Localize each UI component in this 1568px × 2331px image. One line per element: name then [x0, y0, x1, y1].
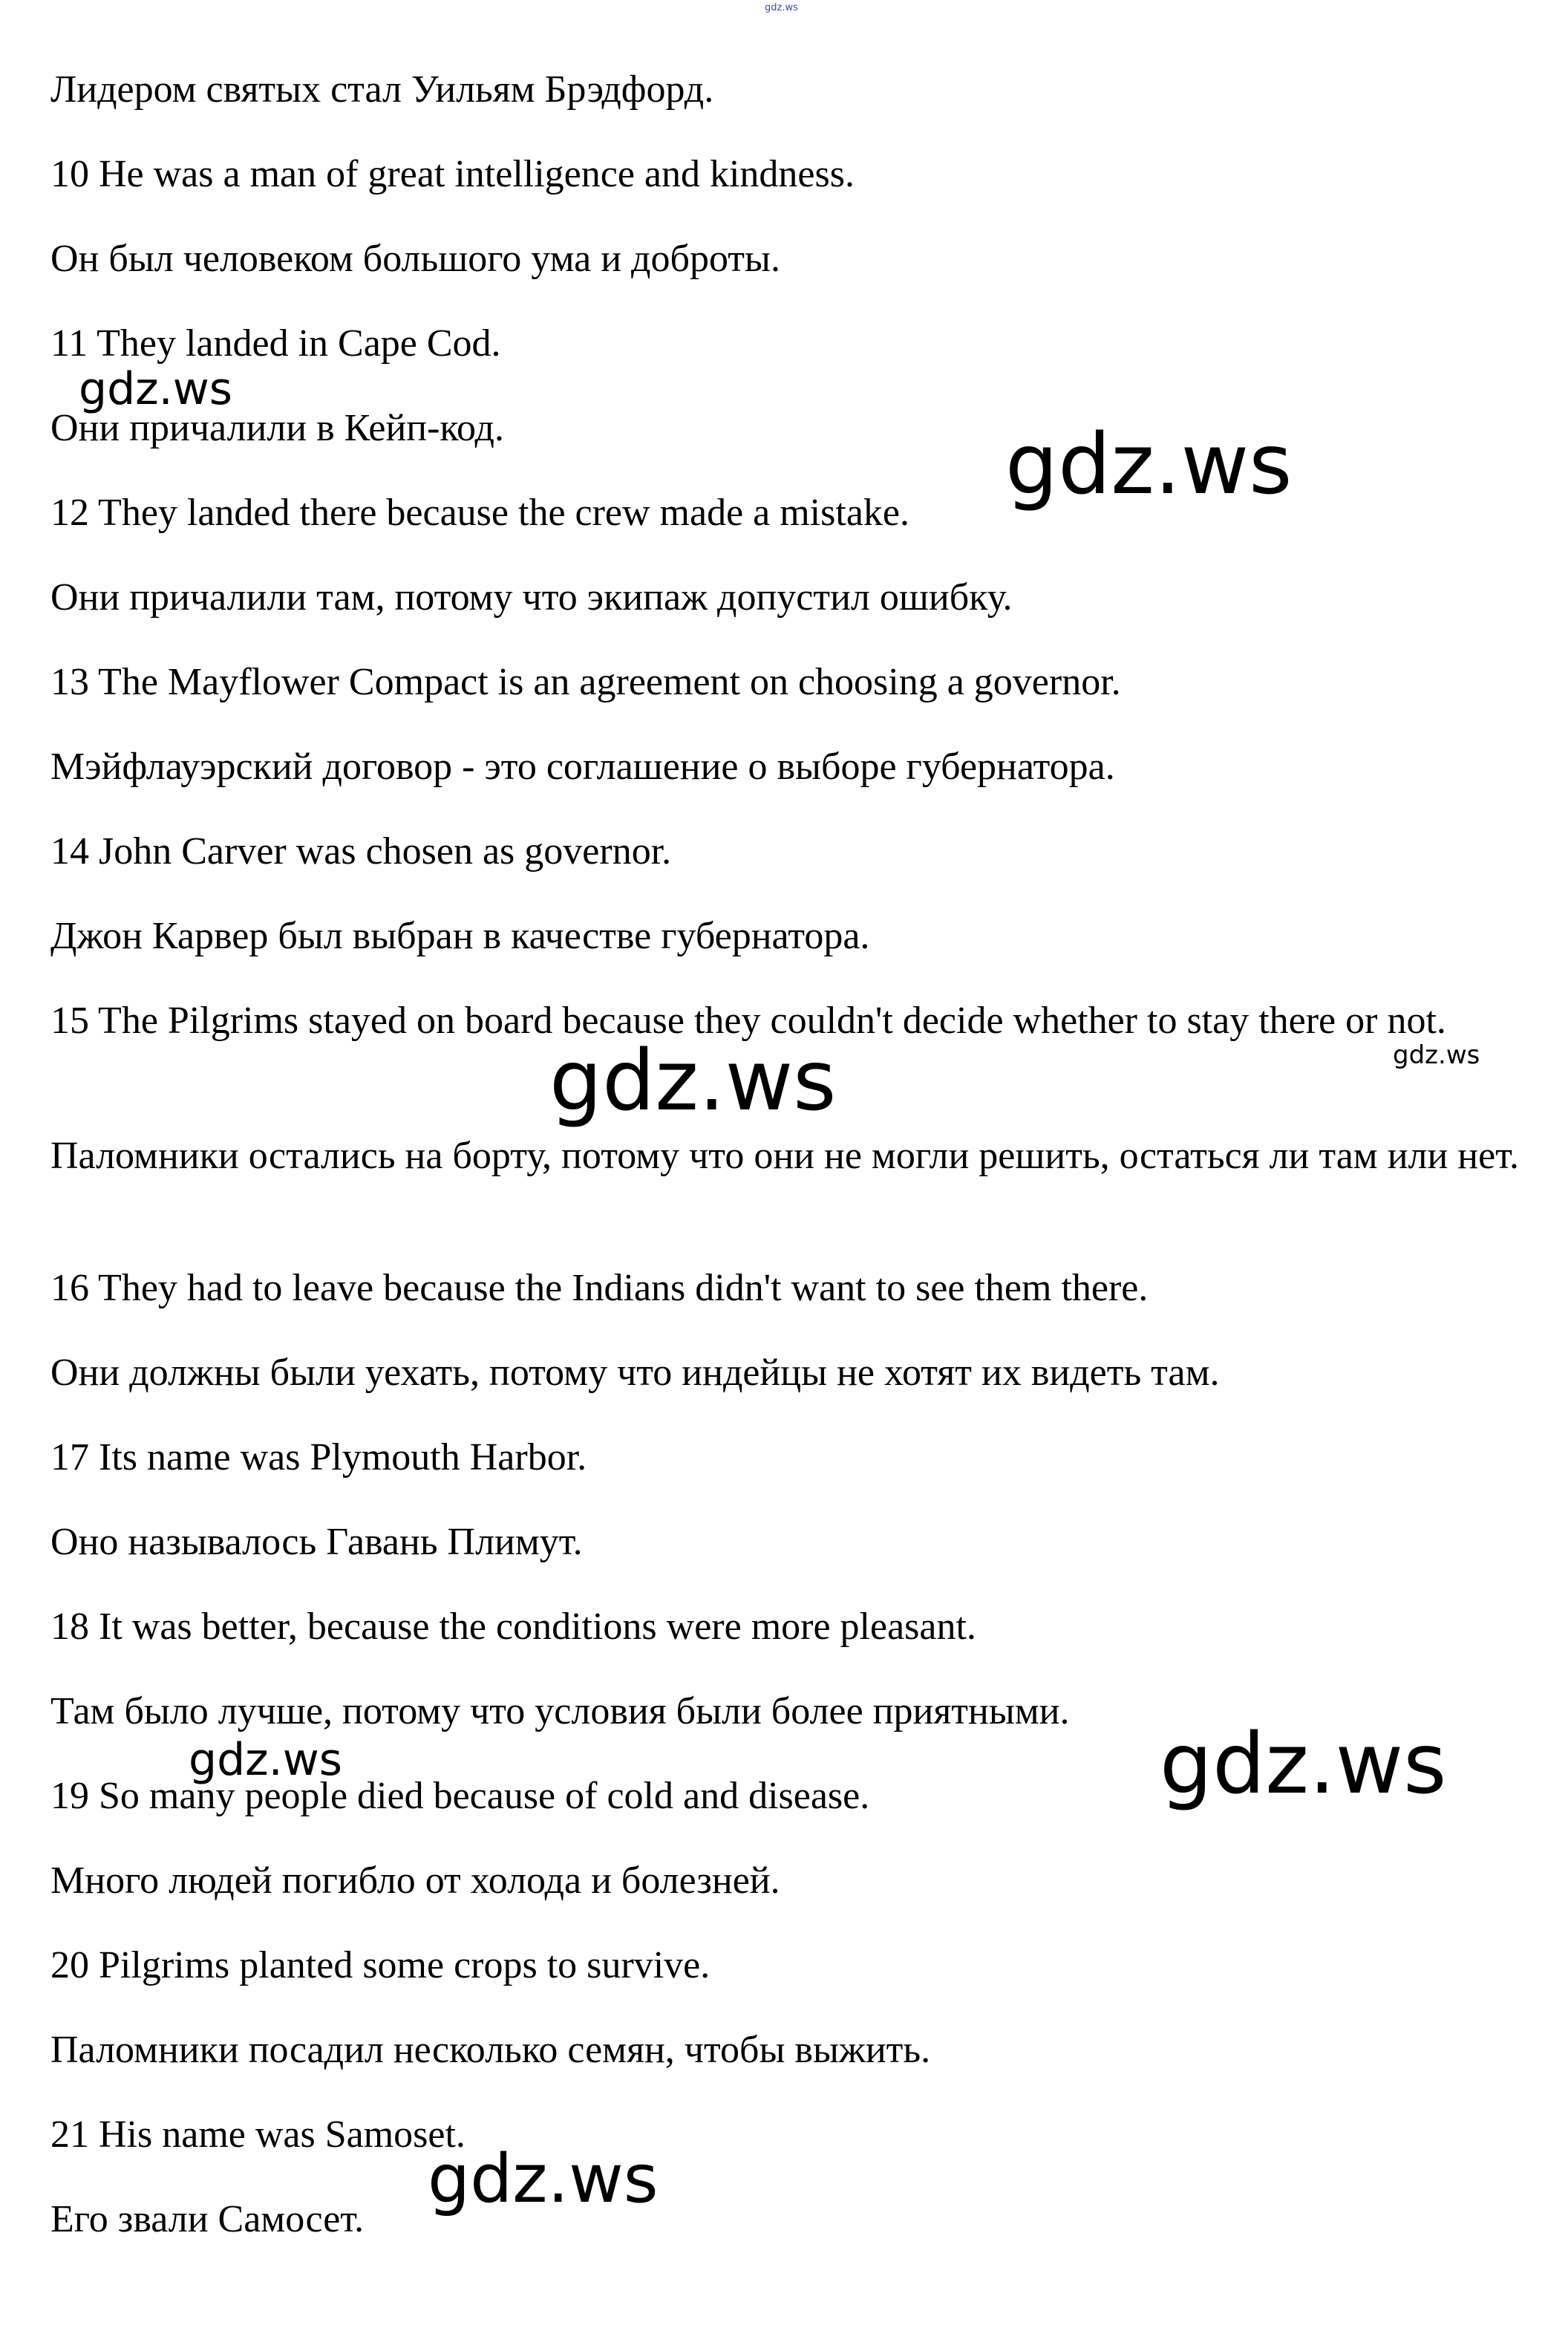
text-line: 12 They landed there because the crew made a mistake.: [50, 492, 909, 534]
text-line: Оно называлось Гавань Плимут.: [50, 1521, 583, 1563]
text-line: 21 His name was Samoset.: [50, 2113, 466, 2156]
text-line: 16 They had to leave because the Indians didn't want to see them there.: [50, 1267, 1149, 1309]
watermark: gdz.ws: [1393, 1040, 1480, 1070]
text-line: 13 The Mayflower Compact is an agreement on choosing a governor.: [50, 661, 1121, 703]
text-line: 14 John Carver was chosen as governor.: [50, 830, 672, 873]
text-line: 20 Pilgrims planted some crops to survive.: [50, 1944, 710, 1986]
watermark: gdz.ws: [428, 2140, 659, 2218]
watermark-top: gdz.ws: [765, 2, 798, 13]
text-line: Джон Карвер был выбран в качестве губернатора.: [50, 915, 870, 957]
text-line: Он был человеком большого ума и доброты.: [50, 238, 780, 280]
text-line: Мэйфлауэрский договор - это соглашение о выборе губернатора.: [50, 746, 1115, 788]
text-line: Его звали Самосет.: [50, 2198, 365, 2240]
text-line: Они причалили там, потому что экипаж допустил ошибку.: [50, 576, 1013, 619]
text-line: Они должны были уехать, потому что индейцы не хотят их видеть там.: [50, 1352, 1220, 1394]
text-line: Лидером святых стал Уильям Брэдфорд.: [50, 68, 714, 111]
text-line: 18 It was better, because the conditions were more pleasant.: [50, 1605, 976, 1648]
text-line: Там было лучше, потому что условия были более приятными.: [50, 1690, 1070, 1732]
text-line: Они причалили в Кейп-код.: [50, 407, 504, 449]
watermark: gdz.ws: [549, 1033, 837, 1129]
text-line: Много людей погибло от холода и болезней.: [50, 1859, 780, 1902]
watermark: gdz.ws: [79, 363, 233, 415]
text-line: 19 So many people died because of cold and disease.: [50, 1775, 870, 1817]
text-line: 10 He was a man of great intelligence and kindness.: [50, 153, 855, 195]
watermark: gdz.ws: [1160, 1716, 1447, 1813]
watermark: gdz.ws: [189, 1734, 343, 1786]
text-line: 17 Its name was Plymouth Harbor.: [50, 1436, 587, 1479]
text-line: Паломники посадил несколько семян, чтобы выжить.: [50, 2029, 931, 2071]
watermark: gdz.ws: [1005, 417, 1293, 513]
text-line: Паломники остались на борту, потому что они не могли решить, остаться ли там или нет.: [50, 1135, 1520, 1177]
text-line: 11 They landed in Cape Cod.: [50, 322, 501, 365]
text-line: 15 The Pilgrims stayed on board because they couldn't decide whether to stay there or not.: [50, 1000, 1446, 1042]
